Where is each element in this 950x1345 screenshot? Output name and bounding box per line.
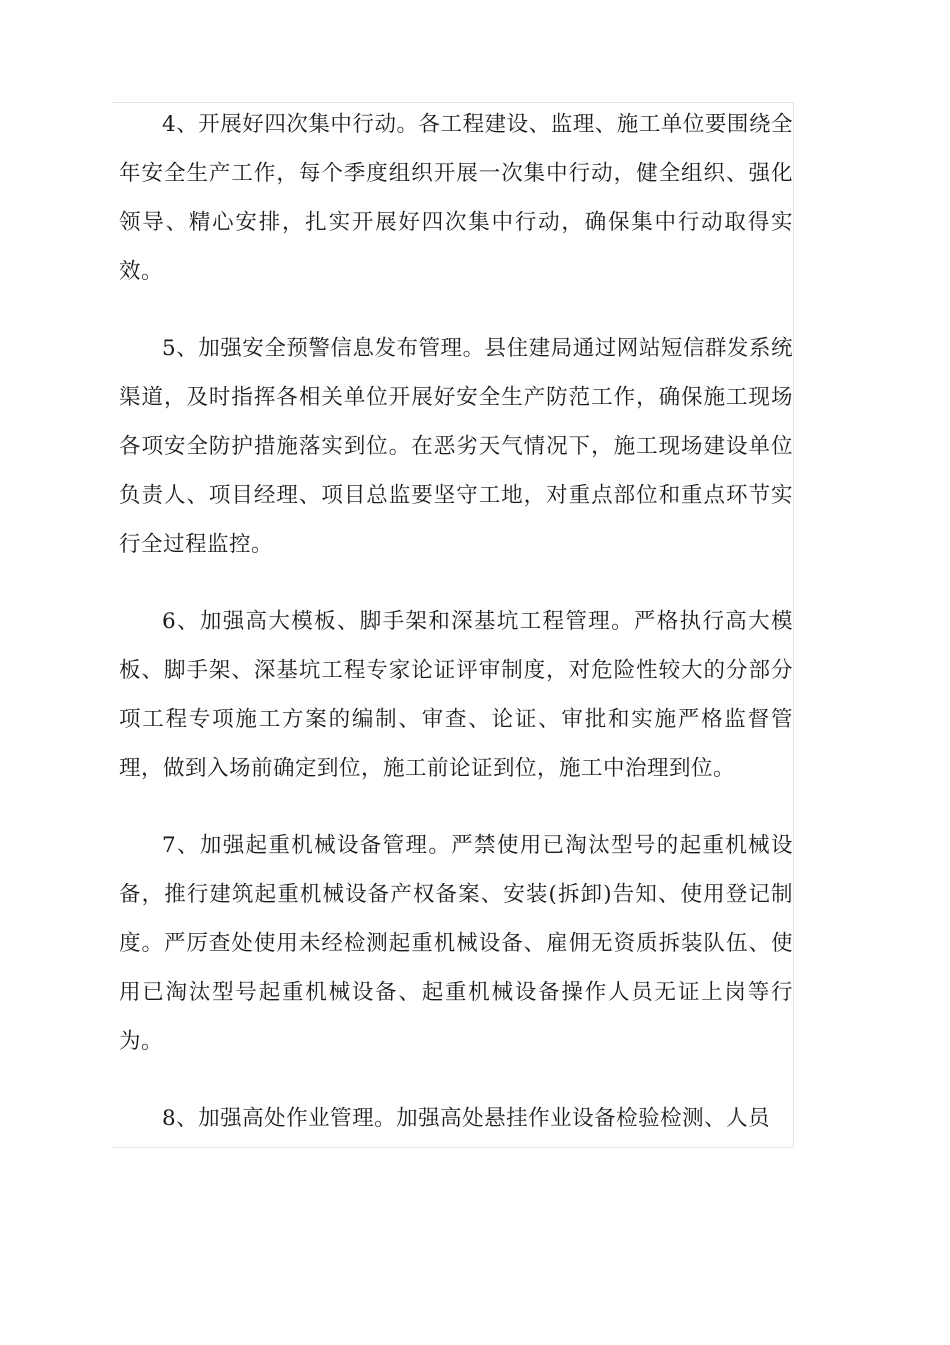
paragraph-item-5: 5、加强安全预警信息发布管理。县住建局通过网站短信群发系统渠道，及时指挥各相关单位开展好安全生产防范工作，确保施工现场各项安全防护措施落实到位。在恶劣天气情况下，施工现场建设单位负责人、项目经理、项目总监要坚守工地，对重点部位和重点环节实行全过程监控。 [119, 336, 793, 557]
paragraph-item-8: 8、加强高处作业管理。加强高处悬挂作业设备检验检测、人员 [162, 1106, 771, 1131]
paragraph-item-7: 7、加强起重机械设备管理。严禁使用已淘汰型号的起重机械设备，推行建筑起重机械设备产权备案、安装(拆卸)告知、使用登记制度。严厉查处使用未经检测起重机械设备、雇佣无资质拆装队伍、使用已淘汰型号起重机械设备、起重机械设备操作人员无证上岗等行为。 [119, 833, 793, 1054]
paragraph-item-4: 4、开展好四次集中行动。各工程建设、监理、施工单位要围绕全年安全生产工作，每个季度组织开展一次集中行动，健全组织、强化领导、精心安排，扎实开展好四次集中行动，确保集中行动取得实效。 [119, 112, 793, 284]
paragraph-item-6: 6、加强高大模板、脚手架和深基坑工程管理。严格执行高大模板、脚手架、深基坑工程专家论证评审制度，对危险性较大的分部分项工程专项施工方案的编制、审查、论证、审批和实施严格监督管理，做到入场前确定到位，施工前论证到位，施工中治理到位。 [119, 609, 793, 781]
document-body [119, 100, 793, 1143]
